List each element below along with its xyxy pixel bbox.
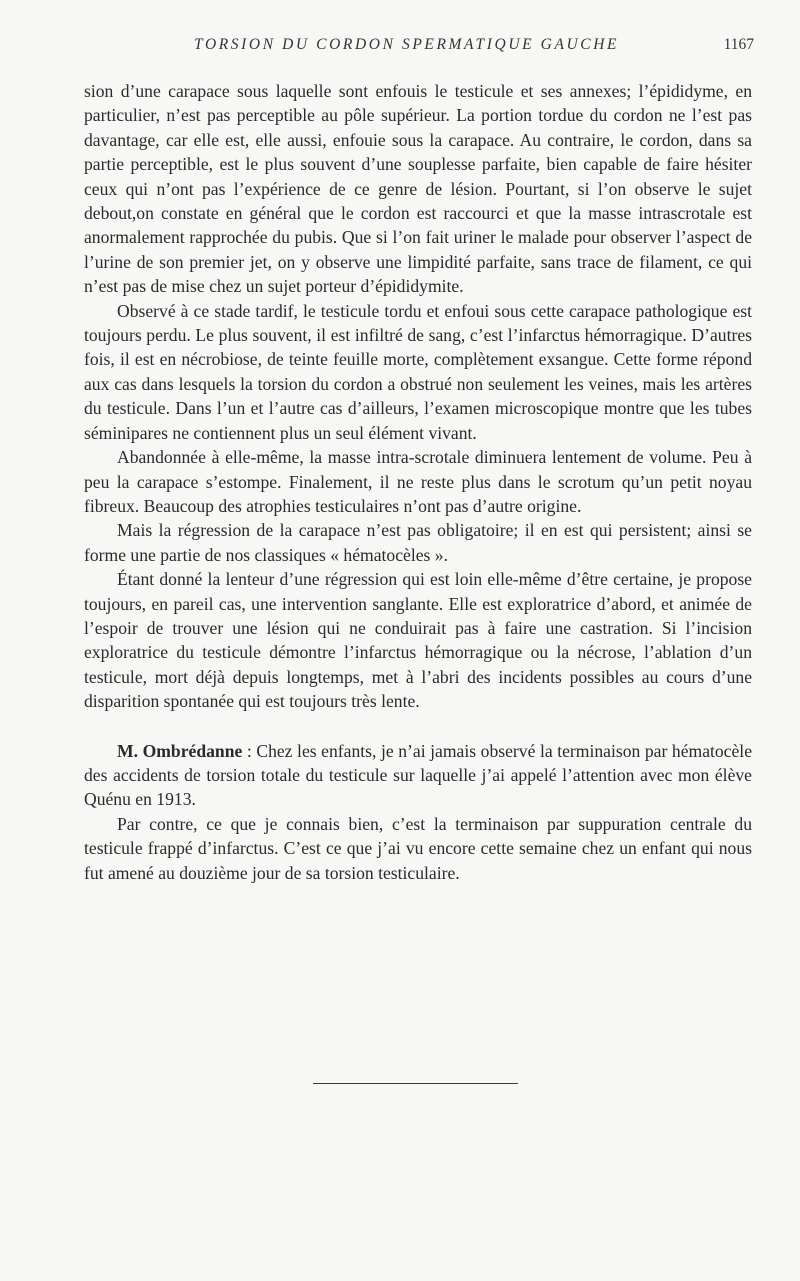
speaker-name: M. Ombrédanne bbox=[117, 740, 243, 761]
running-head bbox=[84, 36, 754, 58]
paragraph-intervention bbox=[84, 739, 752, 812]
paragraph-regression: Mais la régression de la carapace n’est pas obligatoire; il en est qui persistent; ainsi se forme une partie de nos classiques « hématocèles ». bbox=[84, 520, 752, 565]
body-text bbox=[84, 79, 752, 885]
paragraph-continuation: sion d’une carapace sous laquelle sont enfouis le testicule et ses annexes; l’épididyme, en particulier, n’est pas perceptible au pôle supérieur. La portion tordue du cordon ne l’est pas davantage, car elle est, elle aussi, enfouie sous la carapace. Au contraire, le cordon, dans sa partie perceptible, est le plus souvent d’une souplesse parfaite, bien capable de faire hésiter ceux qui n’ont pas l’expérience de ce genre de lésion. Pourtant, si l’on observe le sujet debout,on constate en général que le cordon est raccourci et que la masse intrascrotale est anormalement rapprochée du pubis. Que si l’on fait uriner le malade pour observer l’aspect de l’urine de son premier jet, on y observe une limpidité parfaite, sans trace de filament, ce qui n’est pas de mise chez un sujet porteur d’épididymite. bbox=[84, 81, 752, 297]
paragraph-etant-donne: Étant donné la lenteur d’une régression qui est loin elle-même d’être certaine, je propose toujours, en pareil cas, une intervention sanglante. Elle est exploratrice d’abord, et animée de l’espoir de trouver une lésion qui ne conduirait pas à faire une castration. Si l’incision exploratrice du testicule démontre l’infarctus hémorragique ou la nécrose, l’ablation d’un testicule, mort déjà depuis longtemps, met à l’abri des incidents possibles au cours d’une disparition spontanée qui est toujours très lente. bbox=[84, 569, 752, 712]
page-number: 1167 bbox=[723, 36, 754, 53]
paragraph-abandonnee: Abandonnée à elle-même, la masse intra-scrotale diminuera lentement de volume. Peu à peu la carapace s’estompe. Finalement, il ne reste plus dans le scrotum qu’un petit noyau fibreux. Beaucoup des atrophies testiculaires n’ont pas d’autre origine. bbox=[84, 447, 752, 516]
section-end-rule bbox=[313, 1083, 518, 1084]
paragraph-observe: Observé à ce stade tardif, le testicule tordu et enfoui sous cette carapace pathologique est toujours perdu. Le plus souvent, il est infiltré de sang, c’est l’infarctus hémorragique. D’autres fois, il est en nécrobiose, de teinte feuille morte, complètement exsangue. Cette forme répond aux cas dans lesquels la torsion du cordon a obstrué non seulement les veines, mais les artères du testicule. Dans l’un et l’autre cas d’ailleurs, l’examen microscopique montre que les tubes séminipares ne contiennent plus un seul élément vivant. bbox=[84, 300, 752, 443]
paragraph-par-contre: Par contre, ce que je connais bien, c’est la terminaison par suppuration centrale du testicule frappé d’infarctus. C’est ce que j’ai vu encore cette semaine chez un enfant qui nous fut amené au douzième jour de sa torsion testiculaire. bbox=[84, 813, 752, 883]
running-title: TORSION DU CORDON SPERMATIQUE GAUCHE bbox=[194, 36, 620, 53]
intervention-text: : Chez les enfants, je n’ai jamais observé la terminaison par hématocèle des accidents de torsion totale du testicule sur laquelle j’ai appelé l’attention avec mon élève Quénu en 1913. bbox=[84, 740, 752, 810]
